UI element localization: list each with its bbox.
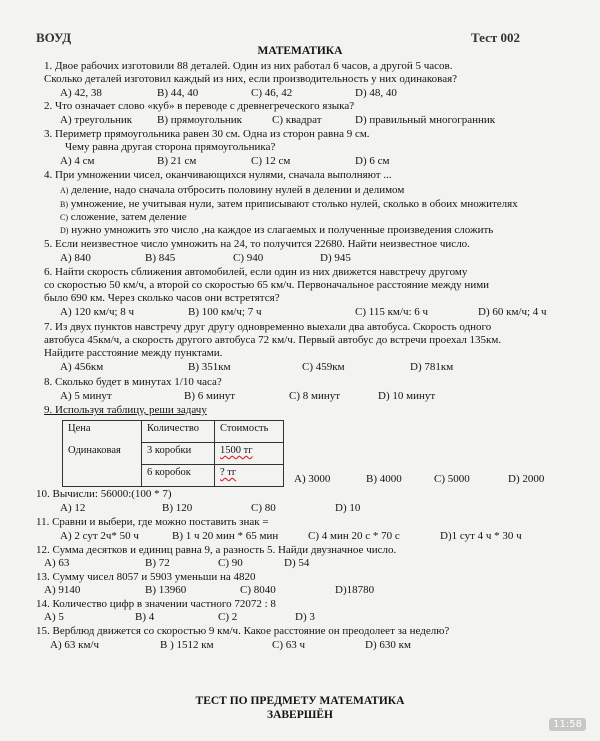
table-header-cost: Стоимость xyxy=(215,421,284,443)
question-13-option-c[interactable]: C) 8040 xyxy=(240,584,276,596)
question-9-option-b[interactable]: B) 4000 xyxy=(366,473,402,485)
question-3-option-b[interactable]: B) 21 см xyxy=(157,155,197,167)
question-7-option-b[interactable]: B) 351км xyxy=(188,361,231,373)
table-row xyxy=(63,421,284,443)
table-cell-price: Одинаковая xyxy=(63,443,142,465)
question-7-option-a[interactable]: A) 456км xyxy=(60,361,104,373)
question-8-option-d[interactable]: D) 10 минут xyxy=(378,390,436,402)
question-12-option-a[interactable]: A) 63 xyxy=(44,557,70,569)
question-1-option-b[interactable]: B) 44, 40 xyxy=(157,87,199,99)
question-11-option-c[interactable]: C) 4 мин 20 с * 70 с xyxy=(308,530,400,542)
question-8-option-a[interactable]: A) 5 минут xyxy=(60,390,112,402)
table-header-quantity: Количество xyxy=(142,421,215,443)
question-5-option-c[interactable]: C) 940 xyxy=(233,252,264,264)
question-13-option-a[interactable]: A) 9140 xyxy=(44,584,81,596)
question-5-option-d[interactable]: D) 945 xyxy=(320,252,351,264)
cost-value: ? тг xyxy=(220,467,237,478)
question-2-option-c[interactable]: C) квадрат xyxy=(272,114,322,126)
question-8-text: 8. Сколько будет в минутах 1/10 часа? xyxy=(44,376,222,388)
option-text: умножение, не учитывая нули, затем приписывают столько нулей, сколько в обоих множителях xyxy=(70,198,518,210)
question-4-option-b[interactable] xyxy=(60,198,518,211)
question-4-option-d[interactable] xyxy=(60,224,493,237)
test-number: Тест 002 xyxy=(470,30,520,45)
question-11-option-d[interactable]: D)1 сут 4 ч * 30 ч xyxy=(440,530,522,542)
question-1-option-c[interactable]: C) 46, 42 xyxy=(251,87,293,99)
option-letter: C) xyxy=(60,213,68,222)
question-2-text: 2. Что означает слово «куб» в переводе с древнегреческого языка? xyxy=(44,100,355,112)
question-11-option-a[interactable]: A) 2 сут 2ч* 50 ч xyxy=(60,530,139,542)
question-5-option-a[interactable]: A) 840 xyxy=(60,252,91,264)
question-6-option-d[interactable]: D) 60 км/ч; 4 ч xyxy=(478,306,547,318)
question-14-option-c[interactable]: C) 2 xyxy=(218,611,238,623)
question-14-option-d[interactable]: D) 3 xyxy=(295,611,315,623)
question-11-text: 11. Сравни и выбери, где можно поставить знак = xyxy=(36,516,269,528)
question-12-option-d[interactable]: D) 54 xyxy=(284,557,310,569)
question-1-text: Сколько деталей изготовил каждый из них, если производительность у них одинаковая? xyxy=(44,73,458,85)
question-6-option-a[interactable]: A) 120 км/ч; 8 ч xyxy=(60,306,135,318)
question-10-option-c[interactable]: C) 80 xyxy=(251,502,276,514)
question-9-option-c[interactable]: C) 5000 xyxy=(434,473,470,485)
question-7-text: 7. Из двух пунктов навстречу друг другу одновременно выехали два автобуса. Скорость одного xyxy=(44,321,492,333)
option-letter: B) xyxy=(60,200,68,209)
question-13-option-b[interactable]: B) 13960 xyxy=(145,584,187,596)
question-5-text: 5. Если неизвестное число умножить на 24, то получится 22680. Найти неизвестное число. xyxy=(44,238,470,250)
table-cell-quantity: 3 коробки xyxy=(142,443,215,465)
question-15-option-b[interactable]: B ) 1512 км xyxy=(160,639,214,651)
question-8-option-b[interactable]: B) 6 минут xyxy=(184,390,236,402)
option-text: сложение, затем деление xyxy=(70,211,187,223)
question-7-text: Найдите расстояние между пунктами. xyxy=(44,347,223,359)
table-cell-cost xyxy=(215,465,284,487)
question-13-text: 13. Сумму чисел 8057 и 5903 уменьши на 4820 xyxy=(36,571,256,583)
status-clock: 11:58 xyxy=(549,718,586,731)
table-cell-quantity: 6 коробок xyxy=(142,465,215,487)
table-header-price: Цена xyxy=(63,421,142,443)
option-letter: D) xyxy=(60,226,69,235)
completion-line-2: ЗАВЕРШЁН xyxy=(267,709,333,721)
question-12-text: 12. Сумма десятков и единиц равна 9, а разность 5. Найди двузначное число. xyxy=(36,544,397,556)
option-text: деление, надо сначала отбросить половину нулей в делении и делимом xyxy=(71,184,405,196)
question-12-option-b[interactable]: B) 72 xyxy=(145,557,170,569)
question-3-text: 3. Периметр прямоугольника равен 30 см. Одна из сторон равна 9 см. xyxy=(44,128,370,140)
question-5-option-b[interactable]: B) 845 xyxy=(145,252,176,264)
option-letter: A) xyxy=(60,186,69,195)
question-9-option-d[interactable]: D) 2000 xyxy=(508,473,545,485)
question-3-option-c[interactable]: C) 12 см xyxy=(251,155,291,167)
question-4-text: 4. При умножении чисел, оканчивающихся нулями, сначала выполняют ... xyxy=(44,169,392,181)
question-12-option-c[interactable]: C) 90 xyxy=(218,557,243,569)
test-code: ВОУД xyxy=(36,30,72,45)
table-cell-price xyxy=(63,465,142,487)
question-3-option-a[interactable]: A) 4 см xyxy=(60,155,95,167)
question-14-option-b[interactable]: B) 4 xyxy=(135,611,155,623)
question-7-option-d[interactable]: D) 781км xyxy=(410,361,454,373)
cost-value: 1500 тг xyxy=(220,445,253,456)
question-2-option-d[interactable]: D) правильный многогранник xyxy=(355,114,496,126)
question-6-text: было 690 км. Через сколько часов они встретятся? xyxy=(44,292,280,304)
question-7-option-c[interactable]: C) 459км xyxy=(302,361,345,373)
completion-message xyxy=(0,694,600,722)
question-13-option-d[interactable]: D)18780 xyxy=(335,584,375,596)
question-2-option-a[interactable]: A) треугольник xyxy=(60,114,133,126)
question-9-option-a[interactable]: A) 3000 xyxy=(294,473,331,485)
question-6-text: со скоростью 50 км/ч, а второй со скоростью 65 км/ч. Первоначальное расстояние между ними xyxy=(44,279,490,291)
question-1-text: 1. Двое рабочих изготовили 88 деталей. Один из них работал 6 часов, а другой 5 часов. xyxy=(44,60,453,72)
question-9-text: 9. Используя таблицу, реши задачу xyxy=(44,404,207,416)
question-8-option-c[interactable]: C) 8 минут xyxy=(289,390,341,402)
question-2-option-b[interactable]: B) прямоугольник xyxy=(157,114,242,126)
question-4-option-c[interactable] xyxy=(60,211,187,224)
question-6-option-b[interactable]: B) 100 км/ч; 7 ч xyxy=(188,306,262,318)
table-cell-cost xyxy=(215,443,284,465)
question-7-text: автобуса 45км/ч, а скорость другого автобуса 72 км/ч. Первый автобус до встречи проехал 135км. xyxy=(44,334,502,346)
question-15-option-d[interactable]: D) 630 км xyxy=(365,639,411,651)
question-3-option-d[interactable]: D) 6 см xyxy=(355,155,390,167)
option-text: нужно умножить это число ,на каждое из слагаемых и полученные произведения сложить xyxy=(71,224,494,236)
table-row xyxy=(63,443,284,465)
question-1-option-a[interactable]: A) 42, 38 xyxy=(60,87,102,99)
question-10-option-a[interactable]: A) 12 xyxy=(60,502,86,514)
table-row xyxy=(63,465,284,487)
question-10-option-d[interactable]: D) 10 xyxy=(335,502,361,514)
completion-line-1: ТЕСТ ПО ПРЕДМЕТУ МАТЕМАТИКА xyxy=(195,695,405,707)
question-15-option-c[interactable]: C) 63 ч xyxy=(272,639,306,651)
question-11-option-b[interactable]: B) 1 ч 20 мин * 65 мин xyxy=(172,530,279,542)
question-14-text: 14. Количество цифр в значении частного 72072 : 8 xyxy=(36,598,276,610)
question-14-option-a[interactable]: A) 5 xyxy=(44,611,64,623)
question-15-text: 15. Верблюд движется со скоростью 9 км/ч. Какое расстояние он преодолеет за неделю? xyxy=(36,625,450,637)
question-6-text: 6. Найти скорость сближения автомобилей, если один из них движется навстречу другому xyxy=(44,266,468,278)
question-1-option-d[interactable]: D) 48, 40 xyxy=(355,87,397,99)
question-6-option-c[interactable]: C) 115 км/ч: 6 ч xyxy=(355,306,429,318)
question-3-text: Чему равна другая сторона прямоугольника? xyxy=(65,141,276,153)
subject-title: МАТЕМАТИКА xyxy=(257,45,343,57)
question-10-option-b[interactable]: B) 120 xyxy=(162,502,193,514)
question-10-text: 10. Вычисли: 56000:(100 * 7) xyxy=(36,488,172,500)
question-4-option-a[interactable] xyxy=(60,184,404,197)
question-9-table xyxy=(62,420,284,487)
question-15-option-a[interactable]: A) 63 км/ч xyxy=(50,639,100,651)
